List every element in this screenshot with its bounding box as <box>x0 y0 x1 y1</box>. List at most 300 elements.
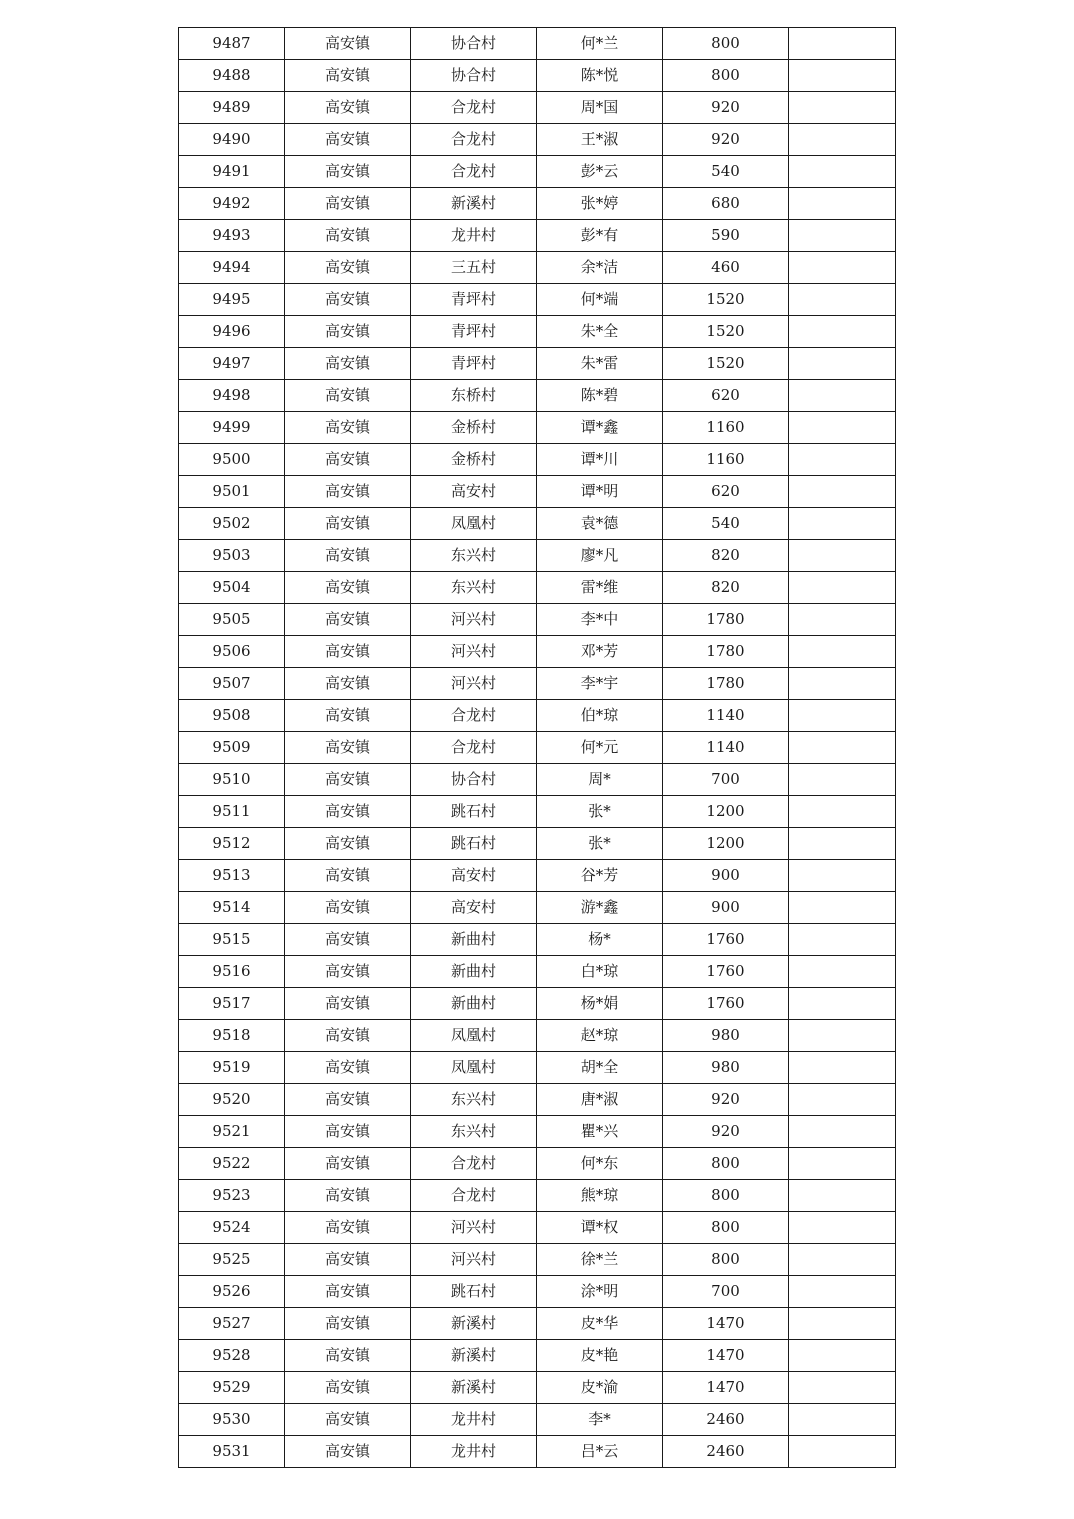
town-cell: 高安镇 <box>285 508 411 540</box>
name-cell: 白*琼 <box>537 956 663 988</box>
amount-cell: 900 <box>663 860 789 892</box>
village-cell: 龙井村 <box>411 1436 537 1468</box>
table-row <box>179 1308 896 1340</box>
town-cell: 高安镇 <box>285 1372 411 1404</box>
name-cell: 张*婷 <box>537 188 663 220</box>
town-cell: 高安镇 <box>285 1436 411 1468</box>
town-cell: 高安镇 <box>285 252 411 284</box>
village-cell: 合龙村 <box>411 124 537 156</box>
town-cell: 高安镇 <box>285 764 411 796</box>
table-row <box>179 700 896 732</box>
name-cell: 李*中 <box>537 604 663 636</box>
name-cell: 何*端 <box>537 284 663 316</box>
name-cell: 徐*兰 <box>537 1244 663 1276</box>
table-row <box>179 92 896 124</box>
note-cell <box>789 700 896 732</box>
amount-cell: 1470 <box>663 1372 789 1404</box>
serial-number-cell: 9506 <box>179 636 285 668</box>
name-cell: 李*宇 <box>537 668 663 700</box>
table-row <box>179 924 896 956</box>
note-cell <box>789 1404 896 1436</box>
note-cell <box>789 572 896 604</box>
table-row <box>179 444 896 476</box>
name-cell: 周*国 <box>537 92 663 124</box>
serial-number-cell: 9526 <box>179 1276 285 1308</box>
note-cell <box>789 348 896 380</box>
serial-number-cell: 9504 <box>179 572 285 604</box>
town-cell: 高安镇 <box>285 540 411 572</box>
table-row <box>179 476 896 508</box>
name-cell: 雷*维 <box>537 572 663 604</box>
town-cell: 高安镇 <box>285 380 411 412</box>
village-cell: 合龙村 <box>411 1180 537 1212</box>
note-cell <box>789 1212 896 1244</box>
name-cell: 瞿*兴 <box>537 1116 663 1148</box>
serial-number-cell: 9502 <box>179 508 285 540</box>
town-cell: 高安镇 <box>285 412 411 444</box>
village-cell: 河兴村 <box>411 1244 537 1276</box>
table-row <box>179 1436 896 1468</box>
serial-number-cell: 9527 <box>179 1308 285 1340</box>
serial-number-cell: 9531 <box>179 1436 285 1468</box>
village-cell: 高安村 <box>411 476 537 508</box>
name-cell: 陈*碧 <box>537 380 663 412</box>
village-cell: 合龙村 <box>411 732 537 764</box>
village-cell: 河兴村 <box>411 604 537 636</box>
table-row <box>179 252 896 284</box>
amount-cell: 1140 <box>663 700 789 732</box>
amount-cell: 1200 <box>663 828 789 860</box>
name-cell: 陈*悦 <box>537 60 663 92</box>
note-cell <box>789 1116 896 1148</box>
table-row <box>179 1180 896 1212</box>
name-cell: 朱*全 <box>537 316 663 348</box>
amount-cell: 2460 <box>663 1436 789 1468</box>
village-cell: 东兴村 <box>411 1116 537 1148</box>
name-cell: 游*鑫 <box>537 892 663 924</box>
town-cell: 高安镇 <box>285 1052 411 1084</box>
name-cell: 周* <box>537 764 663 796</box>
amount-cell: 980 <box>663 1052 789 1084</box>
amount-cell: 540 <box>663 508 789 540</box>
amount-cell: 620 <box>663 380 789 412</box>
name-cell: 赵*琼 <box>537 1020 663 1052</box>
name-cell: 何*兰 <box>537 28 663 60</box>
village-cell: 协合村 <box>411 60 537 92</box>
village-cell: 新曲村 <box>411 924 537 956</box>
amount-cell: 1780 <box>663 604 789 636</box>
serial-number-cell: 9493 <box>179 220 285 252</box>
village-cell: 东兴村 <box>411 540 537 572</box>
village-cell: 跳石村 <box>411 796 537 828</box>
table-row <box>179 1084 896 1116</box>
serial-number-cell: 9517 <box>179 988 285 1020</box>
note-cell <box>789 1052 896 1084</box>
table-row <box>179 412 896 444</box>
amount-cell: 800 <box>663 1212 789 1244</box>
name-cell: 邓*芳 <box>537 636 663 668</box>
table-row <box>179 124 896 156</box>
table-row <box>179 380 896 412</box>
amount-cell: 1760 <box>663 956 789 988</box>
note-cell <box>789 892 896 924</box>
serial-number-cell: 9519 <box>179 1052 285 1084</box>
amount-cell: 1760 <box>663 924 789 956</box>
village-cell: 东兴村 <box>411 1084 537 1116</box>
village-cell: 金桥村 <box>411 444 537 476</box>
note-cell <box>789 284 896 316</box>
name-cell: 皮*渝 <box>537 1372 663 1404</box>
town-cell: 高安镇 <box>285 316 411 348</box>
note-cell <box>789 156 896 188</box>
village-cell: 跳石村 <box>411 828 537 860</box>
table-row <box>179 1276 896 1308</box>
village-cell: 合龙村 <box>411 700 537 732</box>
name-cell: 皮*艳 <box>537 1340 663 1372</box>
note-cell <box>789 1308 896 1340</box>
note-cell <box>789 860 896 892</box>
table-row <box>179 508 896 540</box>
name-cell: 杨* <box>537 924 663 956</box>
note-cell <box>789 828 896 860</box>
name-cell: 熊*琼 <box>537 1180 663 1212</box>
table-row <box>179 764 896 796</box>
name-cell: 李* <box>537 1404 663 1436</box>
town-cell: 高安镇 <box>285 700 411 732</box>
note-cell <box>789 1084 896 1116</box>
table-row <box>179 220 896 252</box>
amount-cell: 2460 <box>663 1404 789 1436</box>
name-cell: 何*东 <box>537 1148 663 1180</box>
serial-number-cell: 9491 <box>179 156 285 188</box>
name-cell: 谭*川 <box>537 444 663 476</box>
table-row <box>179 284 896 316</box>
village-cell: 河兴村 <box>411 636 537 668</box>
table-row <box>179 156 896 188</box>
town-cell: 高安镇 <box>285 1020 411 1052</box>
village-cell: 合龙村 <box>411 92 537 124</box>
amount-cell: 920 <box>663 124 789 156</box>
serial-number-cell: 9497 <box>179 348 285 380</box>
serial-number-cell: 9521 <box>179 1116 285 1148</box>
town-cell: 高安镇 <box>285 1148 411 1180</box>
town-cell: 高安镇 <box>285 892 411 924</box>
note-cell <box>789 1436 896 1468</box>
name-cell: 谷*芳 <box>537 860 663 892</box>
name-cell: 廖*凡 <box>537 540 663 572</box>
note-cell <box>789 1244 896 1276</box>
table-row <box>179 540 896 572</box>
note-cell <box>789 60 896 92</box>
village-cell: 龙井村 <box>411 220 537 252</box>
serial-number-cell: 9514 <box>179 892 285 924</box>
town-cell: 高安镇 <box>285 828 411 860</box>
village-cell: 凤凰村 <box>411 508 537 540</box>
table-row <box>179 732 896 764</box>
village-cell: 高安村 <box>411 892 537 924</box>
note-cell <box>789 1180 896 1212</box>
serial-number-cell: 9503 <box>179 540 285 572</box>
village-cell: 新溪村 <box>411 188 537 220</box>
town-cell: 高安镇 <box>285 444 411 476</box>
serial-number-cell: 9518 <box>179 1020 285 1052</box>
amount-cell: 800 <box>663 1180 789 1212</box>
town-cell: 高安镇 <box>285 1276 411 1308</box>
note-cell <box>789 1148 896 1180</box>
town-cell: 高安镇 <box>285 572 411 604</box>
note-cell <box>789 924 896 956</box>
table-row <box>179 1372 896 1404</box>
village-cell: 新曲村 <box>411 956 537 988</box>
amount-cell: 1520 <box>663 348 789 380</box>
serial-number-cell: 9498 <box>179 380 285 412</box>
town-cell: 高安镇 <box>285 1212 411 1244</box>
village-cell: 东兴村 <box>411 572 537 604</box>
table-row <box>179 188 896 220</box>
serial-number-cell: 9509 <box>179 732 285 764</box>
name-cell: 胡*全 <box>537 1052 663 1084</box>
amount-cell: 820 <box>663 572 789 604</box>
table-row <box>179 1212 896 1244</box>
note-cell <box>789 1020 896 1052</box>
amount-cell: 1160 <box>663 412 789 444</box>
town-cell: 高安镇 <box>285 1308 411 1340</box>
serial-number-cell: 9500 <box>179 444 285 476</box>
table-row <box>179 1404 896 1436</box>
roster-table-body <box>179 28 896 1468</box>
note-cell <box>789 444 896 476</box>
town-cell: 高安镇 <box>285 156 411 188</box>
amount-cell: 900 <box>663 892 789 924</box>
serial-number-cell: 9505 <box>179 604 285 636</box>
village-cell: 新溪村 <box>411 1308 537 1340</box>
village-cell: 龙井村 <box>411 1404 537 1436</box>
name-cell: 王*淑 <box>537 124 663 156</box>
village-cell: 高安村 <box>411 860 537 892</box>
serial-number-cell: 9522 <box>179 1148 285 1180</box>
note-cell <box>789 188 896 220</box>
table-row <box>179 1340 896 1372</box>
amount-cell: 800 <box>663 28 789 60</box>
note-cell <box>789 732 896 764</box>
village-cell: 青坪村 <box>411 348 537 380</box>
name-cell: 谭*明 <box>537 476 663 508</box>
town-cell: 高安镇 <box>285 188 411 220</box>
village-cell: 河兴村 <box>411 668 537 700</box>
serial-number-cell: 9510 <box>179 764 285 796</box>
village-cell: 金桥村 <box>411 412 537 444</box>
amount-cell: 590 <box>663 220 789 252</box>
amount-cell: 1780 <box>663 636 789 668</box>
village-cell: 跳石村 <box>411 1276 537 1308</box>
town-cell: 高安镇 <box>285 1084 411 1116</box>
amount-cell: 920 <box>663 1084 789 1116</box>
town-cell: 高安镇 <box>285 796 411 828</box>
table-row <box>179 1020 896 1052</box>
amount-cell: 1200 <box>663 796 789 828</box>
serial-number-cell: 9501 <box>179 476 285 508</box>
name-cell: 何*元 <box>537 732 663 764</box>
serial-number-cell: 9494 <box>179 252 285 284</box>
table-row <box>179 636 896 668</box>
table-row <box>179 348 896 380</box>
note-cell <box>789 764 896 796</box>
town-cell: 高安镇 <box>285 92 411 124</box>
town-cell: 高安镇 <box>285 988 411 1020</box>
serial-number-cell: 9508 <box>179 700 285 732</box>
town-cell: 高安镇 <box>285 284 411 316</box>
amount-cell: 1160 <box>663 444 789 476</box>
village-cell: 协合村 <box>411 28 537 60</box>
amount-cell: 1760 <box>663 988 789 1020</box>
serial-number-cell: 9499 <box>179 412 285 444</box>
amount-cell: 800 <box>663 1244 789 1276</box>
amount-cell: 820 <box>663 540 789 572</box>
table-row <box>179 1052 896 1084</box>
village-cell: 凤凰村 <box>411 1052 537 1084</box>
amount-cell: 1520 <box>663 316 789 348</box>
village-cell: 东桥村 <box>411 380 537 412</box>
note-cell <box>789 476 896 508</box>
amount-cell: 460 <box>663 252 789 284</box>
name-cell: 余*洁 <box>537 252 663 284</box>
serial-number-cell: 9523 <box>179 1180 285 1212</box>
village-cell: 协合村 <box>411 764 537 796</box>
table-row <box>179 572 896 604</box>
amount-cell: 700 <box>663 764 789 796</box>
village-cell: 新溪村 <box>411 1340 537 1372</box>
amount-cell: 1520 <box>663 284 789 316</box>
note-cell <box>789 988 896 1020</box>
village-cell: 青坪村 <box>411 284 537 316</box>
table-row <box>179 60 896 92</box>
name-cell: 袁*德 <box>537 508 663 540</box>
table-row <box>179 1116 896 1148</box>
name-cell: 伯*琼 <box>537 700 663 732</box>
note-cell <box>789 316 896 348</box>
amount-cell: 920 <box>663 92 789 124</box>
note-cell <box>789 220 896 252</box>
town-cell: 高安镇 <box>285 124 411 156</box>
serial-number-cell: 9492 <box>179 188 285 220</box>
serial-number-cell: 9529 <box>179 1372 285 1404</box>
name-cell: 涂*明 <box>537 1276 663 1308</box>
serial-number-cell: 9513 <box>179 860 285 892</box>
note-cell <box>789 380 896 412</box>
serial-number-cell: 9487 <box>179 28 285 60</box>
serial-number-cell: 9496 <box>179 316 285 348</box>
amount-cell: 620 <box>663 476 789 508</box>
town-cell: 高安镇 <box>285 1116 411 1148</box>
note-cell <box>789 796 896 828</box>
note-cell <box>789 636 896 668</box>
serial-number-cell: 9495 <box>179 284 285 316</box>
village-cell: 青坪村 <box>411 316 537 348</box>
amount-cell: 1780 <box>663 668 789 700</box>
note-cell <box>789 28 896 60</box>
town-cell: 高安镇 <box>285 1404 411 1436</box>
table-row <box>179 860 896 892</box>
serial-number-cell: 9507 <box>179 668 285 700</box>
amount-cell: 1470 <box>663 1340 789 1372</box>
serial-number-cell: 9520 <box>179 1084 285 1116</box>
serial-number-cell: 9528 <box>179 1340 285 1372</box>
serial-number-cell: 9515 <box>179 924 285 956</box>
amount-cell: 1140 <box>663 732 789 764</box>
town-cell: 高安镇 <box>285 60 411 92</box>
table-row <box>179 988 896 1020</box>
roster-table <box>178 27 896 1468</box>
table-row <box>179 796 896 828</box>
note-cell <box>789 540 896 572</box>
name-cell: 皮*华 <box>537 1308 663 1340</box>
town-cell: 高安镇 <box>285 956 411 988</box>
note-cell <box>789 412 896 444</box>
table-row <box>179 668 896 700</box>
table-row <box>179 892 896 924</box>
name-cell: 张* <box>537 828 663 860</box>
serial-number-cell: 9525 <box>179 1244 285 1276</box>
town-cell: 高安镇 <box>285 604 411 636</box>
name-cell: 唐*淑 <box>537 1084 663 1116</box>
note-cell <box>789 92 896 124</box>
serial-number-cell: 9524 <box>179 1212 285 1244</box>
amount-cell: 700 <box>663 1276 789 1308</box>
village-cell: 河兴村 <box>411 1212 537 1244</box>
amount-cell: 680 <box>663 188 789 220</box>
town-cell: 高安镇 <box>285 348 411 380</box>
village-cell: 三五村 <box>411 252 537 284</box>
note-cell <box>789 956 896 988</box>
serial-number-cell: 9512 <box>179 828 285 860</box>
note-cell <box>789 1340 896 1372</box>
name-cell: 谭*鑫 <box>537 412 663 444</box>
amount-cell: 980 <box>663 1020 789 1052</box>
note-cell <box>789 604 896 636</box>
town-cell: 高安镇 <box>285 860 411 892</box>
name-cell: 杨*娟 <box>537 988 663 1020</box>
serial-number-cell: 9488 <box>179 60 285 92</box>
name-cell: 朱*雷 <box>537 348 663 380</box>
note-cell <box>789 252 896 284</box>
name-cell: 张* <box>537 796 663 828</box>
table-row <box>179 604 896 636</box>
table-row <box>179 1148 896 1180</box>
town-cell: 高安镇 <box>285 220 411 252</box>
village-cell: 凤凰村 <box>411 1020 537 1052</box>
table-row <box>179 828 896 860</box>
name-cell: 吕*云 <box>537 1436 663 1468</box>
village-cell: 新曲村 <box>411 988 537 1020</box>
table-row <box>179 1244 896 1276</box>
amount-cell: 920 <box>663 1116 789 1148</box>
amount-cell: 540 <box>663 156 789 188</box>
note-cell <box>789 124 896 156</box>
amount-cell: 800 <box>663 1148 789 1180</box>
town-cell: 高安镇 <box>285 28 411 60</box>
serial-number-cell: 9516 <box>179 956 285 988</box>
name-cell: 彭*有 <box>537 220 663 252</box>
note-cell <box>789 508 896 540</box>
table-row <box>179 316 896 348</box>
serial-number-cell: 9490 <box>179 124 285 156</box>
amount-cell: 1470 <box>663 1308 789 1340</box>
town-cell: 高安镇 <box>285 636 411 668</box>
town-cell: 高安镇 <box>285 924 411 956</box>
note-cell <box>789 1372 896 1404</box>
town-cell: 高安镇 <box>285 476 411 508</box>
serial-number-cell: 9489 <box>179 92 285 124</box>
